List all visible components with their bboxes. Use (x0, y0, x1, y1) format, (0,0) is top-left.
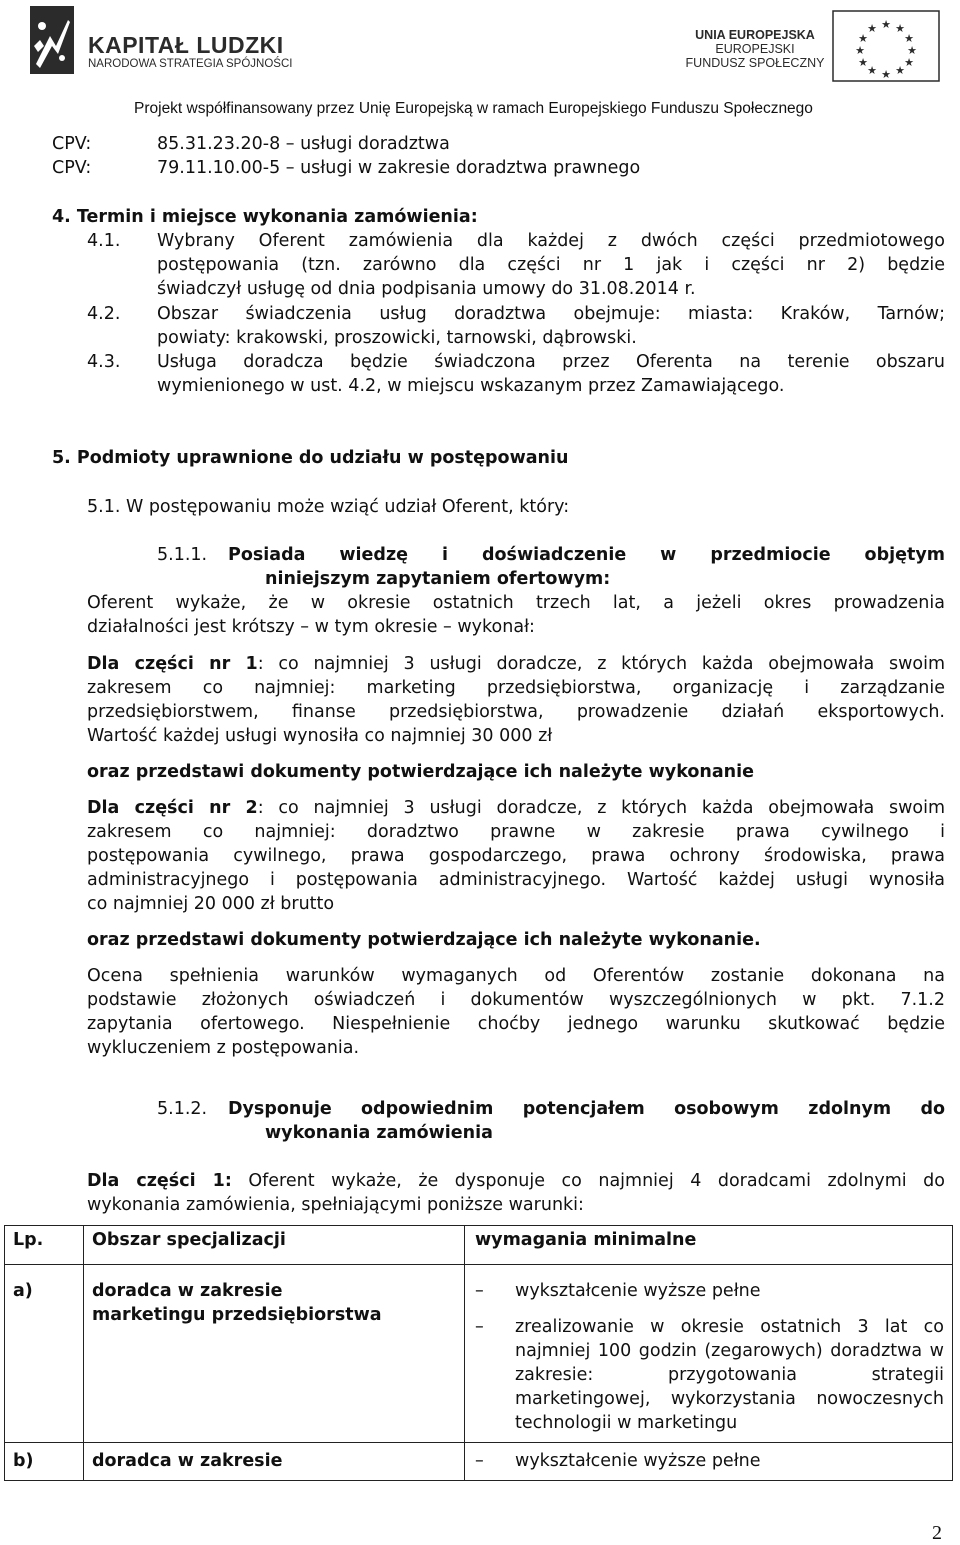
p512-title-line-1: Dysponuje odpowiednim potencjałem osobowym zdolnym do (228, 1099, 945, 1119)
part2-line-4: administracyjnego i postępowania administracyjnego. Wartość każdej usługi wynosiła (87, 870, 945, 890)
part1b-line-1 (87, 1169, 945, 1193)
svg-text:★: ★ (858, 56, 868, 69)
row-b-area: doradca w zakresie (84, 1443, 465, 1481)
p41-number: 4.1. (87, 231, 121, 251)
part1-line-3: przedsiębiorstwem, finanse przedsiębiorstwa, prowadzenie działań eksportowych. (87, 702, 945, 722)
intro-line-1: Oferent wykaże, że w okresie ostatnich trzech lat, a jeżeli okres prowadzenia (87, 593, 945, 613)
eu-logo-line2: EUROPEJSKI (715, 42, 795, 56)
svg-text:★: ★ (881, 18, 891, 31)
p51-text: 5.1. W postępowaniu może wziąć udział Oferent, który: (87, 497, 570, 517)
requirement-item (475, 1279, 944, 1303)
part1-line-4: Wartość każdej usługi wynosiła co najmniej 30 000 zł (87, 726, 553, 746)
dash-bullet: – (475, 1451, 484, 1471)
svg-text:★: ★ (895, 22, 905, 35)
p42-line-1: Obszar świadczenia usług doradztwa obejmuje: miasta: Kraków, Tarnów; (157, 304, 945, 324)
cpv-value-2: 79.11.10.00-5 – usługi w zakresie doradztwa prawnego (157, 158, 641, 178)
p512-title-line-2: wykonania zamówienia (265, 1123, 493, 1143)
part1-line-2: zakresem co najmniej: marketing przedsiębiorstwa, organizację i zarządzanie (87, 678, 945, 698)
p41-line-3: świadczył usługę od dnia podpisania umowy do 31.08.2014 r. (157, 279, 696, 299)
row-b-requirements (465, 1443, 953, 1481)
table-header-row (5, 1226, 953, 1265)
svg-text:★: ★ (855, 44, 865, 57)
part1b-line-2: wykonania zamówienia, spełniającymi poniższe warunki: (87, 1195, 584, 1215)
part1-line-1 (87, 652, 945, 676)
part1-bold-label: Dla części nr 1 (87, 654, 258, 674)
row-a-lp: a) (5, 1265, 84, 1443)
cpv-label-2: CPV: (52, 158, 92, 178)
eval-line-3: zapytania ofertowego. Niespełnienie choćby jednego warunku skutkować będzie (87, 1014, 945, 1034)
eval-line-2: podstawie złożonych oświadczeń i dokumentów wyszczególnionych w pkt. 7.1.2 (87, 990, 945, 1010)
table-row (5, 1265, 953, 1443)
cpv-label-1: CPV: (52, 134, 92, 154)
p41-line-1: Wybrany Oferent zamówienia dla każdej z dwóch części przedmiotowego (157, 231, 945, 251)
requirement-text: zrealizowanie w okresie ostatnich 3 lat co najmniej 100 godzin (zegarowych) doradztwa w zakresie: przygotowania strategii marketingowej, wykorzystania nowoczesnych technologii w marketingu (515, 1317, 944, 1433)
dash-bullet: – (475, 1281, 484, 1301)
requirement-text: wykształcenie wyższe pełne (515, 1281, 761, 1301)
part2-line-5: co najmniej 20 000 zł brutto (87, 894, 335, 914)
requirement-text: wykształcenie wyższe pełne (515, 1451, 761, 1471)
p43-line-2: wymienionego w ust. 4.2, w miejscu wskazanym przez Zamawiającego. (157, 376, 785, 396)
dash-bullet: – (475, 1317, 484, 1337)
logo-left-title: KAPITAŁ LUDZKI (88, 32, 284, 58)
p42-number: 4.2. (87, 304, 121, 324)
requirement-item (475, 1449, 952, 1473)
intro-line-2: działalności jest krótszy – w tym okresie – wykonał: (87, 617, 535, 637)
docs-line-1: oraz przedstawi dokumenty potwierdzające ich należyte wykonanie (87, 762, 754, 782)
eval-line-1: Ocena spełnienia warunków wymaganych od Oferentów zostanie dokonana na (87, 966, 945, 986)
p511-title-line-2: niniejszym zapytaniem ofertowym: (265, 569, 611, 589)
section-4-heading: 4. Termin i miejsce wykonania zamówienia: (52, 207, 478, 227)
part1b-bold-label: Dla części 1: (87, 1171, 232, 1191)
part1-line-1-rest: : co najmniej 3 usługi doradcze, z których każda obejmowała swoim (257, 654, 945, 674)
eu-logo-line1: UNIA EUROPEJSKA (695, 28, 815, 42)
p42-line-2: powiaty: krakowski, proszowicki, tarnowski, dąbrowski. (157, 328, 637, 348)
p511-number: 5.1.1. (157, 545, 208, 565)
header-area: Obszar specjalizacji (84, 1226, 465, 1265)
svg-text:★: ★ (895, 64, 905, 77)
svg-text:★: ★ (904, 32, 914, 45)
row-a-area: doradca w zakresie marketingu przedsiębiorstwa (84, 1265, 465, 1443)
docs-line-2: oraz przedstawi dokumenty potwierdzające ich należyte wykonanie. (87, 930, 761, 950)
p43-line-1: Usługa doradcza będzie świadczona przez Oferenta na terenie obszaru (157, 352, 945, 372)
logo-left-subtitle: NARODOWA STRATEGIA SPÓJNOŚCI (88, 58, 293, 70)
part2-line-1 (87, 796, 945, 820)
svg-text:★: ★ (867, 22, 877, 35)
part2-line-2: zakresem co najmniej: doradztwo prawne w zakresie prawa cywilnego i (87, 822, 945, 842)
eu-logo-text (680, 28, 830, 70)
p43-number: 4.3. (87, 352, 121, 372)
kapital-ludzki-logo (30, 6, 300, 76)
p512-number: 5.1.2. (157, 1099, 208, 1119)
requirement-item (475, 1315, 944, 1435)
svg-text:★: ★ (907, 44, 917, 57)
specialization-table (4, 1225, 953, 1481)
page-number: 2 (932, 1522, 942, 1544)
svg-text:★: ★ (904, 56, 914, 69)
header-lp: Lp. (5, 1226, 84, 1265)
header-requirements: wymagania minimalne (465, 1226, 953, 1265)
section-5-heading: 5. Podmioty uprawnione do udziału w postępowaniu (52, 448, 569, 468)
part2-bold-label: Dla części nr 2 (87, 798, 258, 818)
part2-line-3: postępowania cywilnego, prawa gospodarczego, prawa ochrony środowiska, prawa (87, 846, 945, 866)
eu-fund-logo (680, 10, 945, 80)
kapital-ludzki-emblem-icon (30, 6, 74, 74)
svg-text:★: ★ (858, 32, 868, 45)
p41-line-2: postępowania (tzn. zarówno dla części nr 1 jak i części nr 2) będzie (157, 255, 945, 275)
eu-flag-icon (832, 10, 940, 82)
table-row (5, 1443, 953, 1481)
row-a-requirements (465, 1265, 953, 1443)
svg-text:★: ★ (881, 68, 891, 81)
svg-text:★: ★ (867, 64, 877, 77)
part1b-line-1-rest: Oferent wykaże, że dysponuje co najmniej 4 doradcami zdolnymi do (231, 1171, 946, 1191)
eu-logo-line3: FUNDUSZ SPOŁECZNY (685, 56, 825, 70)
row-b-lp: b) (5, 1443, 84, 1481)
eval-line-4: wykluczeniem z postępowania. (87, 1038, 360, 1058)
cofinancing-note: Projekt współfinansowany przez Unię Europejską w ramach Europejskiego Funduszu Społecznego (134, 100, 813, 117)
part2-line-1-rest: : co najmniej 3 usługi doradcze, z których każda obejmowała swoim (257, 798, 945, 818)
cpv-value-1: 85.31.23.20-8 – usługi doradztwa (157, 134, 450, 154)
p511-title-line-1: Posiada wiedzę i doświadczenie w przedmiocie objętym (228, 545, 945, 565)
